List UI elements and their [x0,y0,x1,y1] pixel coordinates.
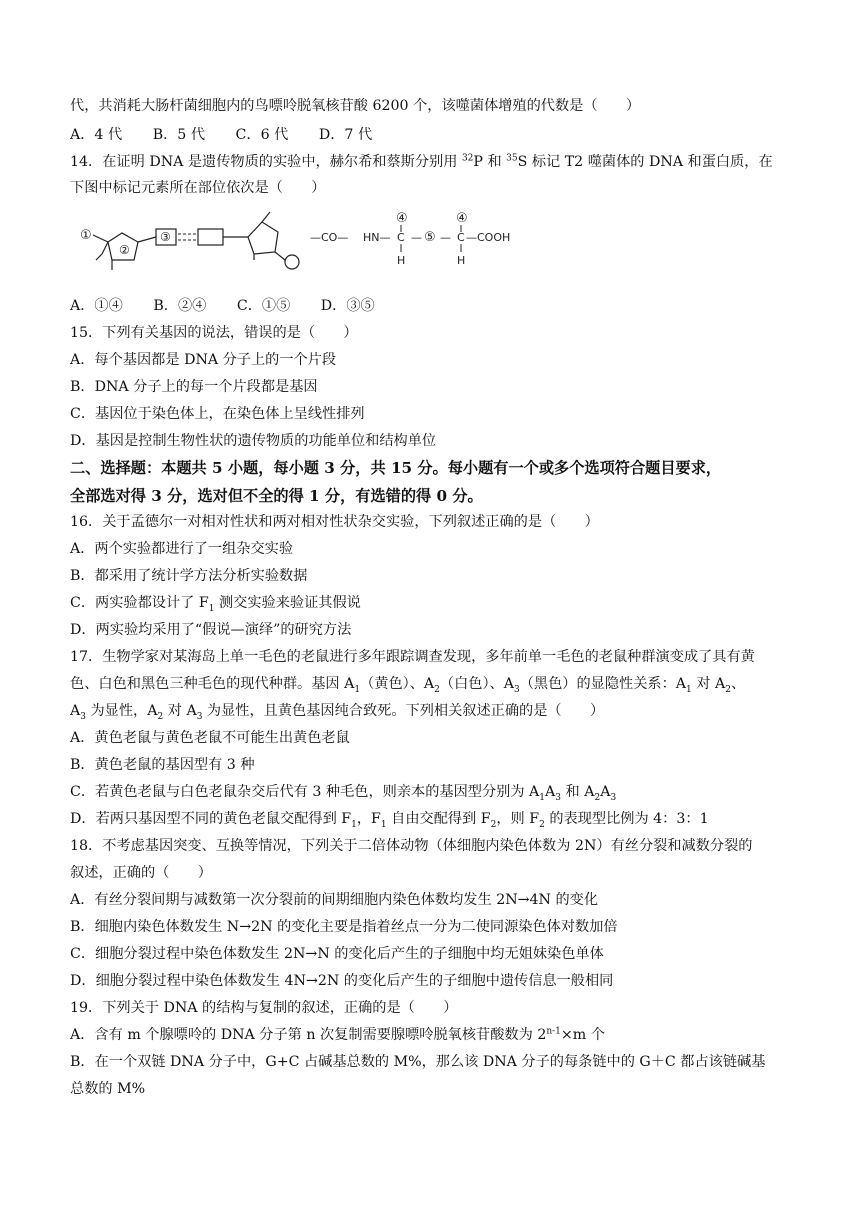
q15-stem: 15．下列有关基因的说法，错误的是（ ） [70,325,358,341]
q17-stem-line3: $A_3$ 为显性，$A_2$ 对 $A_3$ 为显性，且黄色基因纯合致死。下列相关叙述正确的是（ ） [70,703,605,722]
label-1: ① [80,228,92,243]
label-2: ② [119,243,130,257]
q19-option-b-line1: B．在一个双链 DNA 分子中，G+C 占碱基总数的 M%，那么该 DNA 分子的每条链中的 G＋C 都占该链碱基 [70,1054,766,1070]
label-4-left: ④ [396,211,408,226]
carbon-left: C [397,231,405,244]
peptide-hn: HN— [363,231,391,244]
q19-option-b-line2: 总数的 M% [70,1081,146,1097]
section2-heading-line2: 全部选对得 3 分，选对但不全的得 1 分，有选错的得 0 分。 [70,487,483,505]
q18-stem-line2: 叙述，正确的（ ） [70,865,212,881]
hydrogen-left: H [397,254,406,267]
q17-option-d: D．若两只基因型不同的黄色老鼠交配得到 $F_1$，$F_1$ 自由交配得到 $F_2$，则 $F_2$ 的表现型比例为 4：3：1 [70,811,709,830]
q17-stem-line1: 17．生物学家对某海岛上单一毛色的老鼠进行多年跟踪调查发现，多年前单一毛色的老鼠种群演变成了具有黄 [70,649,755,665]
q13-stem-tail: 代，共消耗大肠杆菌细胞内的鸟嘌呤脱氧核苷酸 6200 个，该噬菌体增殖的代数是（ ） [70,98,641,114]
q13-option-a: A．4 代 [70,127,123,143]
svg-text:—: — [411,231,422,244]
svg-text:—: — [440,231,451,244]
section2-heading-line1: 二、选择题：本题共 5 小题，每小题 3 分，共 15 分。每小题有一个或多个选项符合题目要求， [70,459,722,477]
q18-option-a: A．有丝分裂间期与减数第一次分裂前的间期细胞内染色体数均发生 2N→4N 的变化 [70,892,599,908]
q18-stem-line1: 18．不考虑基因突变、互换等情况，下列关于二倍体动物（体细胞内染色体数为 2N）有丝分裂和减数分裂的 [70,838,753,854]
q14-option-b: B．②④ [153,298,207,314]
q17-option-c: C．若黄色老鼠与白色老鼠杂交后代有 3 种毛色，则亲本的基因型分别为 $A_1A_3$ 和 $A_2A_3$ [70,784,617,803]
q16-option-a: A．两个实验都进行了一组杂交实验 [70,541,294,557]
q13-option-d: D．7 代 [318,127,373,143]
q13-option-c: C．6 代 [235,127,289,143]
carboxyl: —COOH [466,231,511,244]
q14-option-c: C．①⑤ [236,298,291,314]
peptide-co: —CO— [310,231,349,244]
q17-option-a: A．黄色老鼠与黄色老鼠不可能生出黄色老鼠 [70,730,350,746]
q16-option-d: D．两实验均采用了“假说—演绎”的研究方法 [70,622,352,638]
q16-stem: 16．关于孟德尔一对相对性状和两对相对性状杂交实验，下列叙述正确的是（ ） [70,514,599,530]
q15-option-c: C．基因位于染色体上，在染色体上呈线性排列 [70,406,365,422]
q18-option-d: D．细胞分裂过程中染色体数发生 4N→2N 的变化后产生的子细胞中遗传信息一般相同 [70,973,614,989]
q18-option-c: C．细胞分裂过程中染色体数发生 2N→N 的变化后产生的子细胞中均无姐妹染色单体 [70,946,604,962]
label-4-right: ④ [456,211,468,226]
label-5: ⑤ [424,230,436,245]
q14-stem-line1: 14．在证明 DNA 是遗传物质的实验中，赫尔希和蔡斯分别用 $^{32}$P 和 $^{35}$S 标记 T2 噬菌体的 DNA 和蛋白质，在 [70,153,773,170]
q13-options [70,125,800,145]
q14-option-d: D．③⑤ [320,298,375,314]
nucleotide-and-peptide-diagram [70,208,570,288]
q17-stem-line2: 色、白色和黑色三种毛色的现代种群。基因 $A_1$（黄色）、$A_2$（白色）、$A_3$（黑色）的显隐性关系：$A_1$ 对 $A_2$、 [70,676,746,695]
q18-option-b: B．细胞内染色体数发生 N→2N 的变化主要是指着丝点一分为二使同源染色体对数加倍 [70,919,618,935]
q19-stem: 19．下列关于 DNA 的结构与复制的叙述，正确的是（ ） [70,1000,458,1016]
q17-option-b: B．黄色老鼠的基因型有 3 种 [70,757,255,773]
q14-option-a: A．①④ [70,298,123,314]
q15-option-a: A．每个基因都是 DNA 分子上的一个片段 [70,352,337,368]
carbon-right: C [457,231,465,244]
base-box-right [198,229,223,245]
q15-option-d: D．基因是控制生物性状的遗传物质的功能单位和结构单位 [70,433,437,449]
sugar-pentagon-right [248,222,278,254]
q14-stem-line2: 下图中标记元素所在部位依次是（ ） [70,180,326,196]
q16-option-c: C．两实验都设计了 $F_1$ 测交实验来验证其假说 [70,595,361,614]
q19-option-a: A．含有 m 个腺嘌呤的 DNA 分子第 n 次复制需要腺嘌呤脱氧核苷酸数为 $2^{n-1}\times m$ 个 [70,1026,605,1043]
phosphate-circle [285,255,299,269]
label-3: ③ [160,230,171,244]
q13-option-b: B．5 代 [152,127,206,143]
q16-option-b: B．都采用了统计学方法分析实验数据 [70,568,308,584]
q15-option-b: B．DNA 分子上的每一个片段都是基因 [70,379,318,395]
q14-options [70,296,800,316]
hydrogen-right: H [457,254,466,267]
